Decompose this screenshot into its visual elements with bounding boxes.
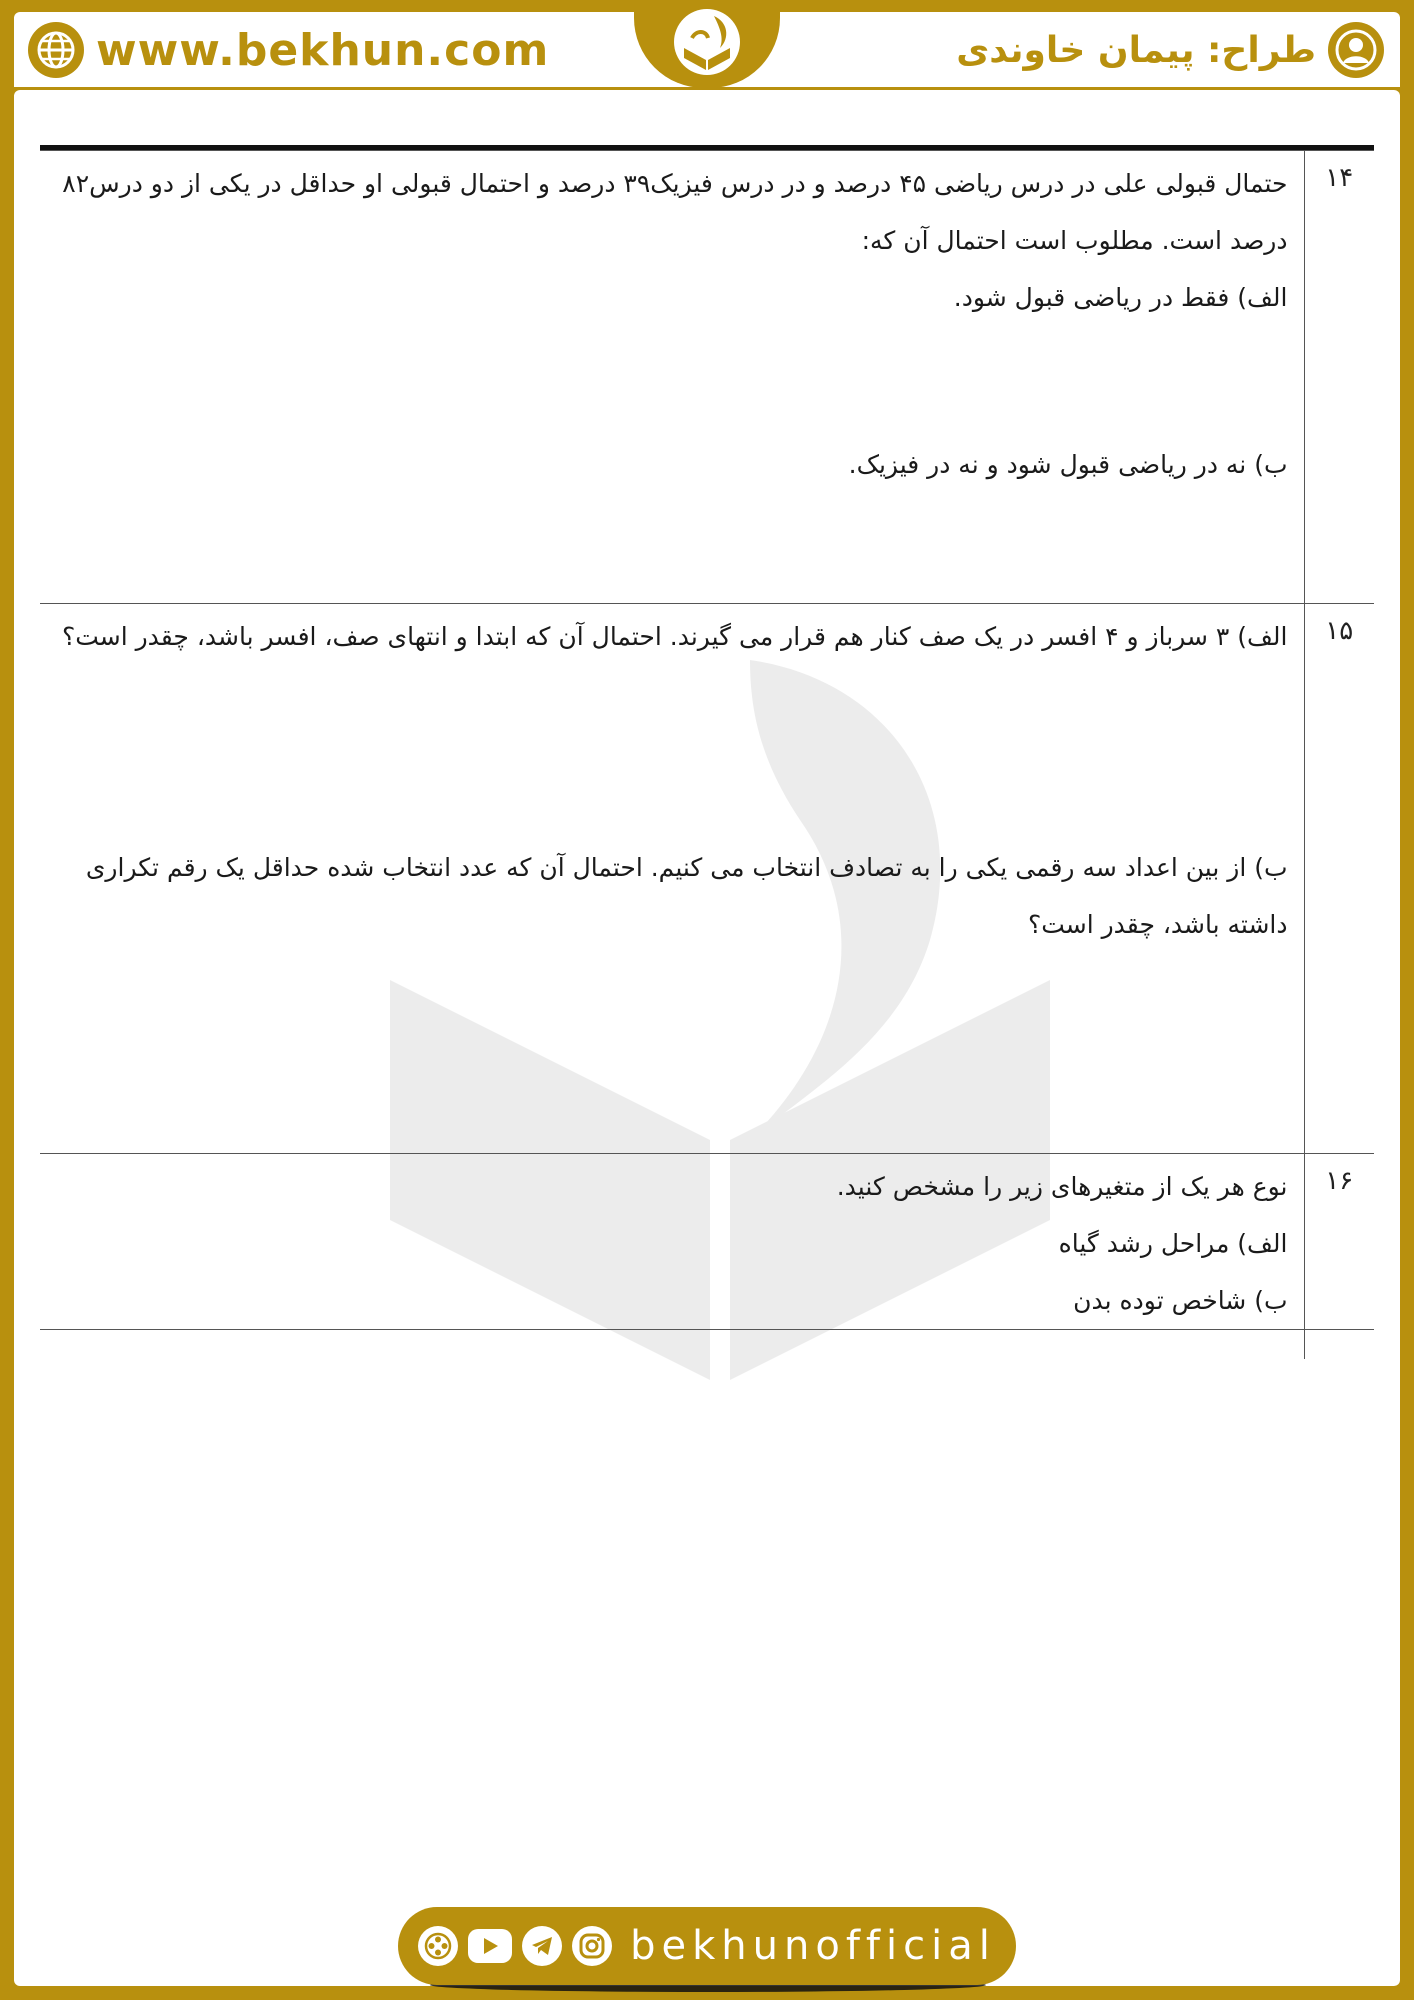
question-intro: نوع هر یک از متغیرهای زیر را مشخص کنید. [836,1172,1288,1201]
question-number: ۱۴ [1304,151,1374,604]
question-part: ب) نه در ریاضی قبول شود و نه در فیزیک. [848,450,1288,479]
question-content [40,604,1304,1154]
questions-table [40,145,1374,1359]
question-part: ب) از بین اعداد سه رقمی یکی را به تصادف انتخاب می کنیم. احتمال آن که عدد انتخاب شده حداقل یک رقم تکراری داشته باشد، چقدر است؟ [85,853,1288,939]
aparat-icon[interactable] [418,1926,458,1966]
social-footer [398,1907,1016,1985]
designer-name: طراح: پیمان خاوندی [956,29,1316,71]
question-row [40,604,1374,1154]
question-part: الف) مراحل رشد گیاه [1058,1229,1288,1258]
question-intro: حتمال قبولی علی در درس ریاضی ۴۵ درصد و در درس فیزیک۳۹ درصد و احتمال قبولی او حداقل در یکی از دو درس۸۲ درصد است. مطلوب است احتمال آن که: [62,169,1288,255]
site-url: www.bekhun.com [96,24,550,76]
question-part: ب) شاخص توده بدن [1073,1286,1288,1315]
question-row [40,1154,1374,1330]
instagram-icon[interactable] [572,1926,612,1966]
user-icon [1328,22,1384,78]
question-part: الف) ۳ سرباز و ۴ افسر در یک صف کنار هم قرار می گیرند. احتمال آن که ابتدا و انتهای صف، افسر باشد، چقدر است؟ [61,622,1288,651]
question-content [40,1154,1304,1330]
question-part: الف) فقط در ریاضی قبول شود. [953,283,1288,312]
question-number: ۱۵ [1304,604,1374,1154]
telegram-icon[interactable] [522,1926,562,1966]
globe-icon [28,22,84,78]
site-link[interactable] [28,22,549,78]
question-row [40,151,1374,604]
question-number: ۱۶ [1304,1154,1374,1330]
youtube-icon[interactable] [468,1929,512,1963]
designer-credit [956,22,1384,78]
social-handle: bekhunofficial [630,1923,996,1969]
question-content [40,151,1304,604]
